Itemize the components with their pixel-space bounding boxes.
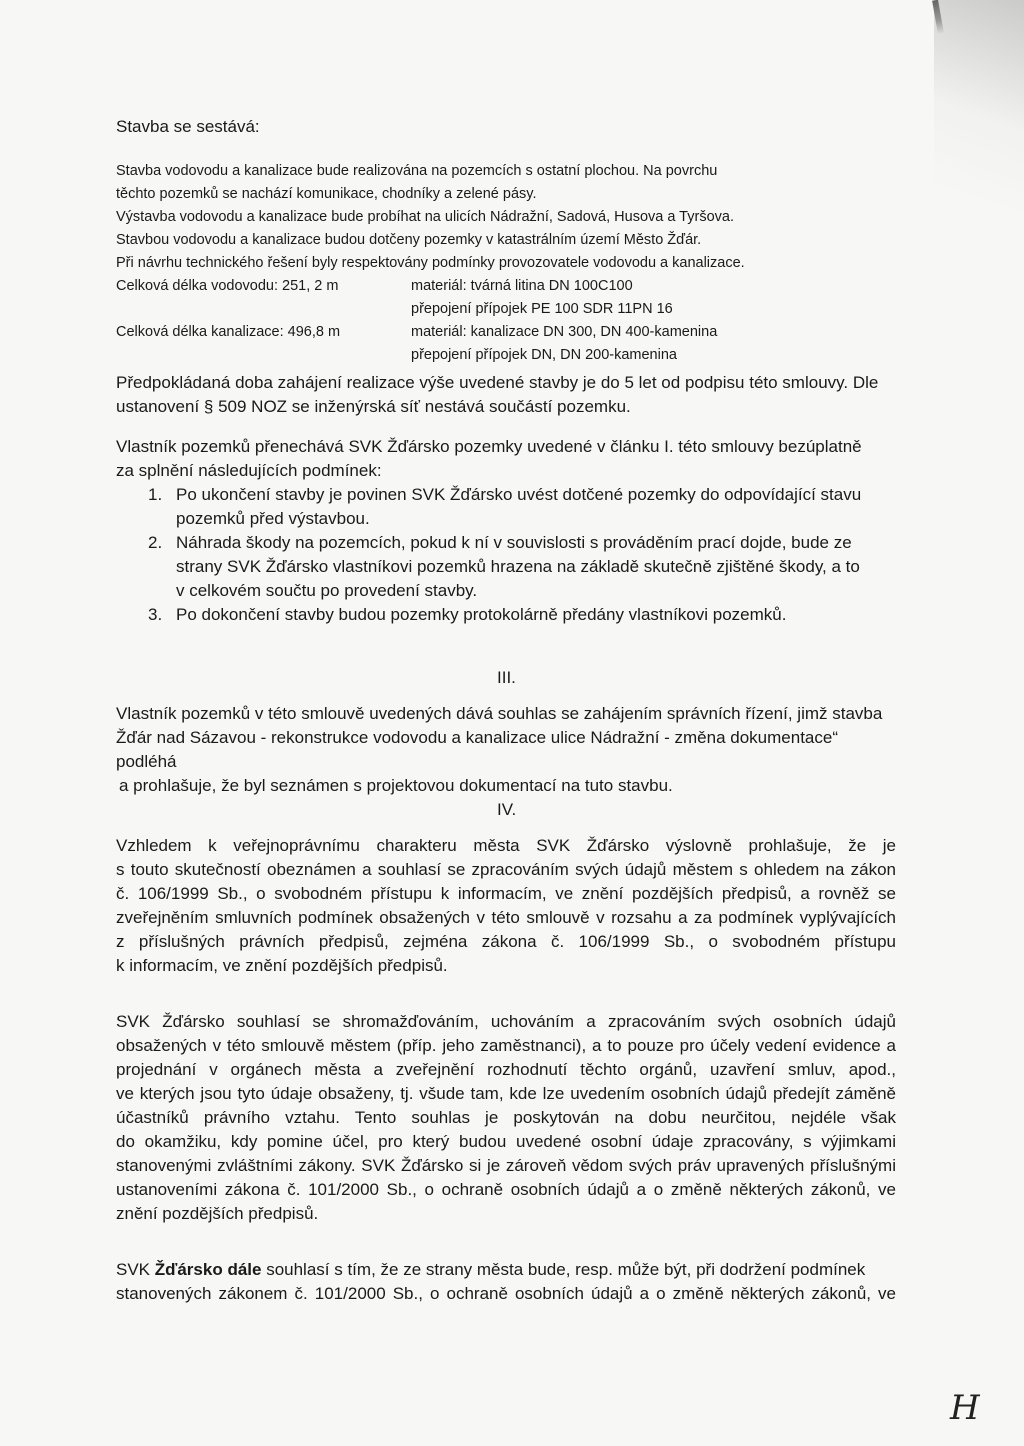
consent-line: SVK Žďársko souhlasí se shromažďováním, uchováním a zpracováním svých osobních údajů — [116, 1012, 896, 1031]
start-text-line: Předpokládaná doba zahájení realizace výše uvedené stavby je do 5 let od podpisu této smlouvy. Dle — [116, 373, 879, 392]
section-iii-line: podléhá — [116, 752, 177, 771]
consent-line: projednání v orgánech města a zveřejnění rozhodnutí těchto orgánů, uzavření smluv, apod., — [116, 1060, 896, 1079]
description-line: Stavbou vodovodu a kanalizace budou dotčeny pozemky v katastrálním území Město Žďár. — [116, 232, 702, 248]
section-iv-line: zveřejněním smluvních podmínek obsažených v této smlouvě v rozsahu a za podmínek vyplývajících — [116, 908, 896, 927]
water-material: materiál: tvárná litina DN 100C100 — [411, 278, 633, 294]
consent-line: ve kterých jsou tyto údaje obsaženy, tj. všude tam, kde lze uvedením osobních údajů předejít záměně — [116, 1084, 896, 1103]
section-heading: Stavba se sestává: — [116, 117, 260, 136]
further-consent-bold: Žďársko dále — [154, 1260, 262, 1279]
list-item-text: Po ukončení stavby je povinen SVK Žďársko uvést dotčené pozemky do odpovídající stavu — [176, 485, 862, 504]
list-item-text: pozemků před výstavbou. — [176, 509, 370, 528]
section-iv-line: k informacím, ve znění pozdějších předpisů. — [116, 956, 448, 975]
section-iii-heading: III. — [497, 668, 516, 687]
list-item-number: 3. — [148, 605, 163, 624]
further-consent-line — [116, 1260, 896, 1280]
section-iii-line: a prohlašuje, že byl seznámen s projektovou dokumentací na tuto stavbu. — [119, 776, 673, 795]
list-item-text: v celkovém součtu po provedení stavby. — [176, 581, 478, 600]
section-iv-heading: IV. — [497, 800, 517, 819]
consent-line: obsažených v této smlouvě městem (příp. jeho zaměstnanci), a to pouze pro účely vedení evidence a — [116, 1036, 896, 1055]
description-line: Při návrhu technického řešení byly respektovány podmínky provozovatele vodovodu a kanalizace. — [116, 255, 745, 271]
consent-line: ustanoveními zákona č. 101/2000 Sb., o ochraně osobních údajů a o změně některých zákonů, ve — [116, 1180, 896, 1199]
list-item-text: Náhrada škody na pozemcích, pokud k ní v souvislosti s prováděním prací dojde, bude ze — [176, 533, 852, 552]
consent-line: účastníků právního vztahu. Tento souhlas je poskytován na dobu neurčitou, nejdéle však — [116, 1108, 896, 1127]
consent-line: do okamžiku, kdy pomine účel, pro který budou uvedené osobní údaje zpracovány, s výjimkami — [116, 1132, 896, 1151]
list-item-text: strany SVK Žďársko vlastníkovi pozemků hrazena na základě skutečně zjištěné škody, a to — [176, 557, 860, 576]
section-iv-line: č. 106/1999 Sb., o svobodném přístupu k informacím, ve znění pozdějších předpisů, a rovněž se — [116, 884, 896, 903]
description-line: Výstavba vodovodu a kanalizace bude probíhat na ulicích Nádražní, Sadová, Husova a Tyršova. — [116, 209, 734, 225]
handwritten-initials: H — [950, 1388, 980, 1428]
section-iii-line: Vlastník pozemků v této smlouvě uvedených dává souhlas se zahájením správních řízení, jimž stavba — [116, 704, 883, 723]
sewer-material: materiál: kanalizace DN 300, DN 400-kamenina — [411, 324, 718, 340]
water-connection: přepojení přípojek PE 100 SDR 11PN 16 — [411, 301, 673, 317]
section-iv-line: z příslušných právních předpisů, zejména zákona č. 106/1999 Sb., o svobodném přístupu — [116, 932, 896, 951]
list-item-number: 1. — [148, 485, 163, 504]
section-iv-line: Vzhledem k veřejnoprávnímu charakteru města SVK Žďársko výslovně prohlašuje, že je — [116, 836, 896, 855]
section-iv-line: s touto skutečností obeznámen a souhlasí se zpracováním svých údajů městem s ohledem na zákon — [116, 860, 896, 879]
section-iii-line: Žďár nad Sázavou - rekonstrukce vodovodu a kanalizace ulice Nádražní - změna dokumentace“ — [116, 728, 838, 747]
conditions-intro: Vlastník pozemků přenechává SVK Žďársko pozemky uvedené v článku I. této smlouvy bezúplatně — [116, 437, 862, 456]
further-consent-line: stanovených zákonem č. 101/2000 Sb., o ochraně osobních údajů a o změně některých zákonů, ve — [116, 1284, 896, 1303]
list-item-number: 2. — [148, 533, 163, 552]
scan-edge-shadow — [934, 0, 1024, 260]
sewer-length: Celková délka kanalizace: 496,8 m — [116, 324, 341, 340]
consent-line: znění pozdějších předpisů. — [116, 1204, 319, 1223]
description-line: těchto pozemků se nachází komunikace, chodníky a zelené pásy. — [116, 186, 537, 202]
further-consent-rest: souhlasí s tím, že ze strany města bude, resp. může být, při dodržení podmínek — [261, 1260, 866, 1279]
list-item-text: Po dokončení stavby budou pozemky protokolárně předány vlastníkovi pozemků. — [176, 605, 787, 624]
consent-line: stanovenými zvláštními zákony. SVK Žďársko si je zároveň vědom svých práv upravených příslušnými — [116, 1156, 896, 1175]
sewer-connection: přepojení přípojek DN, DN 200-kamenina — [411, 347, 677, 363]
water-length: Celková délka vodovodu: 251, 2 m — [116, 278, 339, 294]
further-consent-prefix: SVK — [116, 1260, 155, 1279]
conditions-intro: za splnění následujících podmínek: — [116, 461, 382, 480]
description-line: Stavba vodovodu a kanalizace bude realizována na pozemcích s ostatní plochou. Na povrchu — [116, 163, 718, 179]
start-text-line: ustanovení § 509 NOZ se inženýrská síť nestává součástí pozemku. — [116, 397, 631, 416]
